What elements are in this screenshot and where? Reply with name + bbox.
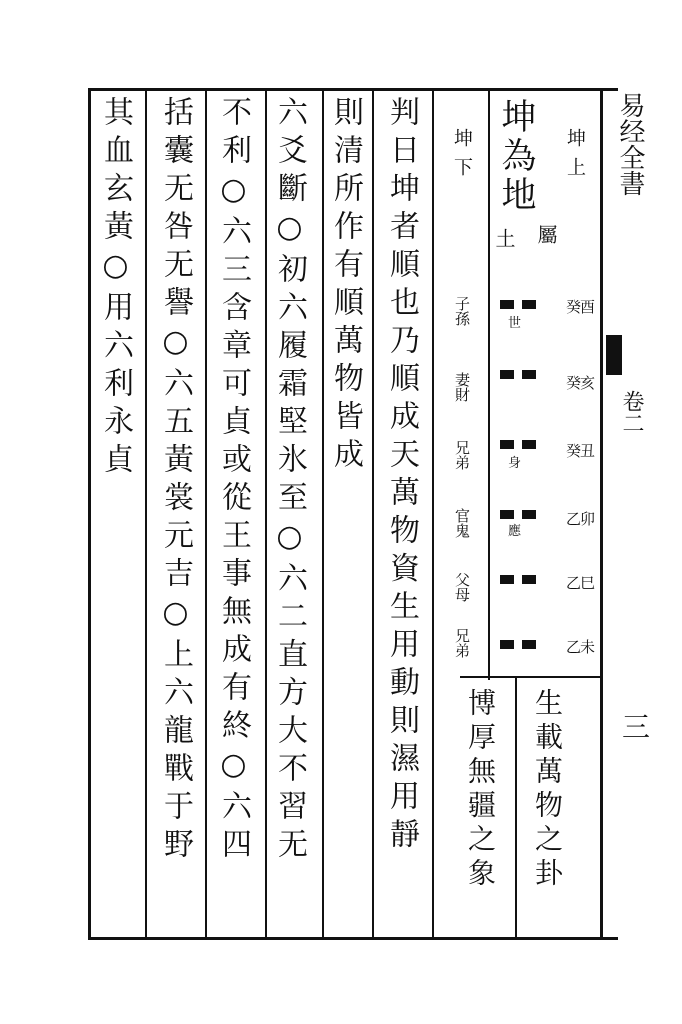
stem-branch-lower-1: 乙 [566, 510, 582, 528]
stem-upper-3: 丑 [580, 442, 596, 460]
column-divider [432, 90, 434, 938]
body-column-1: 判日坤者順也乃順成天萬物資生用動則濕用靜 [384, 96, 419, 856]
relation-2: 妻財 [453, 372, 471, 402]
relation-1: 子孫 [453, 296, 471, 326]
column-divider [205, 90, 207, 938]
stem-lower-2: 巳 [580, 574, 596, 592]
body-column-2: 則清所作有順萬物皆成 [328, 96, 363, 476]
upper-trigram-label: 坤上 [564, 128, 586, 186]
column-divider [145, 90, 147, 938]
lower-trigram-label: 坤下 [451, 128, 473, 186]
right-box-divider [515, 676, 517, 938]
body-column-5: 括囊无咎无譽○六五黃裳元吉○上六龍戰于野 [158, 96, 193, 866]
stem-branch-upper-3: 癸 [566, 442, 582, 460]
column-divider [265, 90, 267, 938]
hexagram-judgement-right: 生載萬物之卦 [531, 688, 564, 892]
yin-line-segment [500, 300, 514, 309]
line-tag-ying: 應 [508, 524, 522, 539]
hexagram-palace: 屬 [534, 224, 558, 244]
relation-6: 兄弟 [453, 628, 471, 658]
yin-line-segment [500, 575, 514, 584]
body-column-6: 其血玄黃○用六利永貞 [98, 96, 133, 481]
line-tag-shi: 世 [508, 316, 522, 331]
yin-line-segment [522, 370, 536, 379]
yin-line-segment [522, 575, 536, 584]
relation-4: 官鬼 [453, 508, 471, 538]
yin-line-segment [522, 300, 536, 309]
header-box-left [488, 90, 490, 680]
hexagram-element: 土 [492, 228, 516, 248]
margin-black-block [606, 335, 622, 375]
stem-lower-3: 未 [580, 638, 596, 656]
body-column-4: 不利○六三含章可貞或從王事無成有終○六四 [216, 96, 251, 866]
margin-page-number: 三 [618, 712, 651, 740]
hexagram-image-right: 博厚無疆之象 [464, 688, 497, 892]
frame-bottom-border [88, 937, 618, 940]
hexagram-name: 坤為地 [496, 98, 536, 215]
yin-line-segment [500, 440, 514, 449]
frame-right-border [600, 88, 603, 940]
yin-line-segment [522, 510, 536, 519]
header-box-bottom [460, 676, 600, 678]
stem-lower-1: 卯 [580, 510, 596, 528]
yin-line-segment [500, 640, 514, 649]
line-tag-shen: 身 [508, 456, 522, 471]
frame-left-border [88, 90, 91, 940]
yin-line-segment [522, 640, 536, 649]
yin-line-segment [522, 440, 536, 449]
column-divider [322, 90, 324, 938]
relation-5: 父母 [453, 572, 471, 602]
stem-branch-lower-3: 乙 [566, 638, 582, 656]
stem-branch-upper-2: 癸 [566, 374, 582, 392]
margin-volume: 卷二 [619, 390, 644, 434]
column-divider [372, 90, 374, 938]
yin-line-segment [500, 510, 514, 519]
stem-branch-upper-1: 癸 [566, 298, 582, 316]
stem-branch-lower-2: 乙 [566, 574, 582, 592]
stem-upper-2: 亥 [580, 374, 596, 392]
stem-upper-1: 酉 [580, 298, 596, 316]
body-column-3: 六爻斷○初六履霜堅氷至○六二直方大不習无 [272, 96, 307, 866]
margin-title: 易经全書 [615, 92, 645, 196]
frame-top-border [88, 88, 618, 91]
yin-line-segment [500, 370, 514, 379]
relation-3: 兄弟 [453, 440, 471, 470]
